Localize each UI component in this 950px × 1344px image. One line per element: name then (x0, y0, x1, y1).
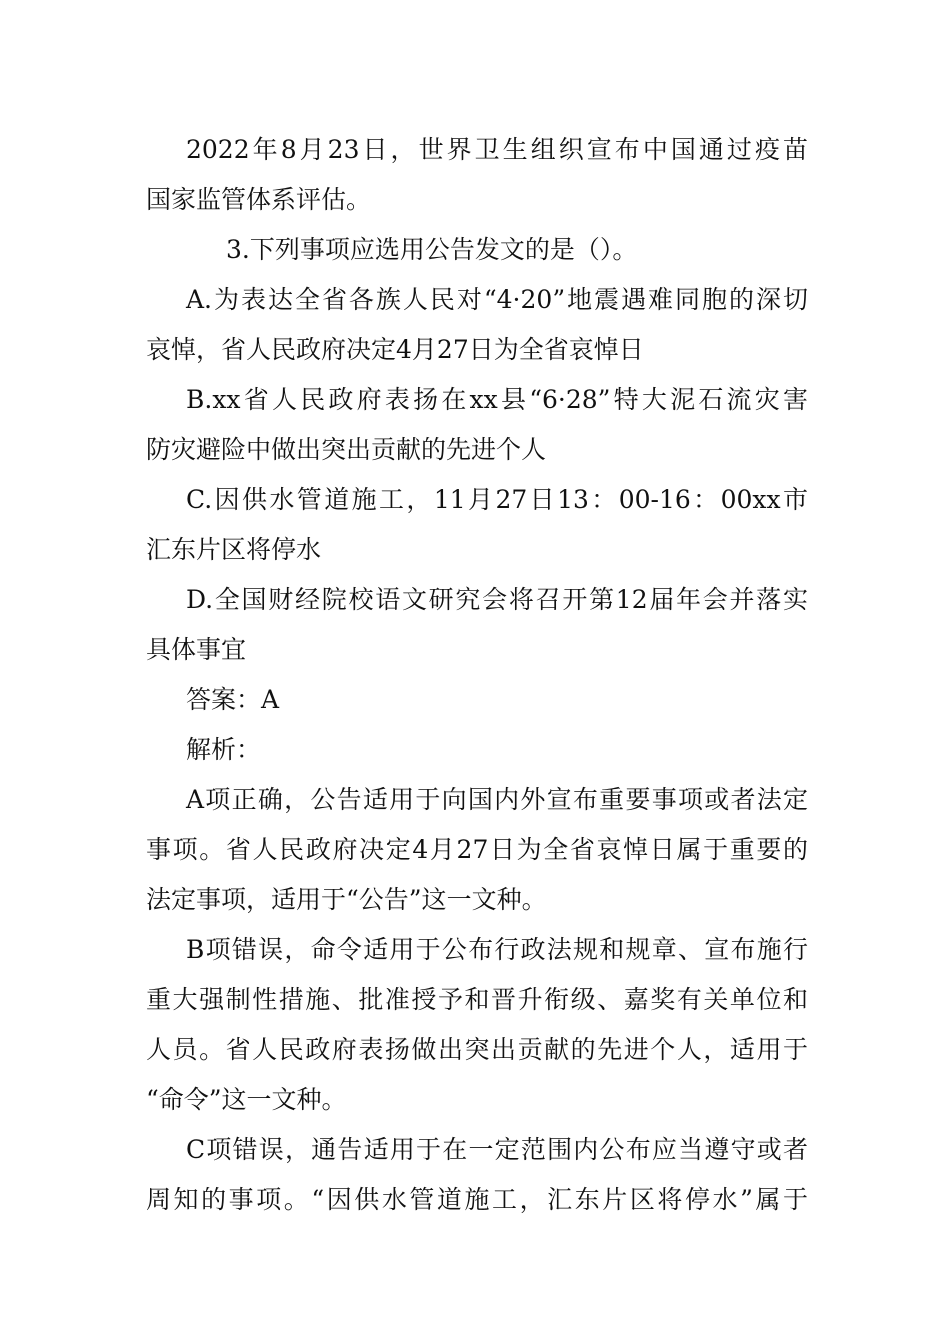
text-line: 2022年8月23日，世界卫生组织宣布中国通过疫苗 (186, 135, 808, 164)
analysis-line: A项正确，公告适用于向国内外宣布重要事项或者法定 (186, 785, 808, 814)
analysis-line: B项错误，命令适用于公布行政法规和规章、宣布施行 (186, 935, 808, 964)
analysis-line: “命令”这一文种。 (146, 1085, 347, 1114)
analysis-line: 法定事项，适用于“公告”这一文种。 (146, 885, 547, 914)
analysis-line: 人员。省人民政府表扬做出突出贡献的先进个人，适用于 (146, 1035, 808, 1064)
analysis-line: 事项。省人民政府决定4月27日为全省哀悼日属于重要的 (146, 835, 808, 864)
option-d-line: 具体事宜 (146, 635, 247, 664)
option-c-line: C.因供水管道施工，11月27日13：00-16：00xx市 (186, 485, 808, 514)
option-b-line: 防灾避险中做出突出贡献的先进个人 (146, 435, 547, 464)
text-line: 国家监管体系评估。 (146, 185, 372, 214)
answer-line: 答案：A (186, 685, 280, 714)
analysis-line: C项错误，通告适用于在一定范围内公布应当遵守或者 (186, 1135, 808, 1164)
analysis-line: 周知的事项。“因供水管道施工，汇东片区将停水”属于 (146, 1185, 808, 1214)
option-b-line: B.xx省人民政府表扬在xx县“6·28”特大泥石流灾害 (186, 385, 808, 414)
question-line: 3.下列事项应选用公告发文的是（）。 (226, 235, 638, 264)
option-a-line: 哀悼，省人民政府决定4月27日为全省哀悼日 (146, 335, 644, 364)
analysis-line: 重大强制性措施、批准授予和晋升衔级、嘉奖有关单位和 (146, 985, 808, 1014)
analysis-heading: 解析： (186, 735, 262, 764)
option-a-line: A.为表达全省各族人民对“4·20”地震遇难同胞的深切 (186, 285, 808, 314)
option-c-line: 汇东片区将停水 (146, 535, 322, 564)
option-d-line: D.全国财经院校语文研究会将召开第12届年会并落实 (186, 585, 808, 614)
